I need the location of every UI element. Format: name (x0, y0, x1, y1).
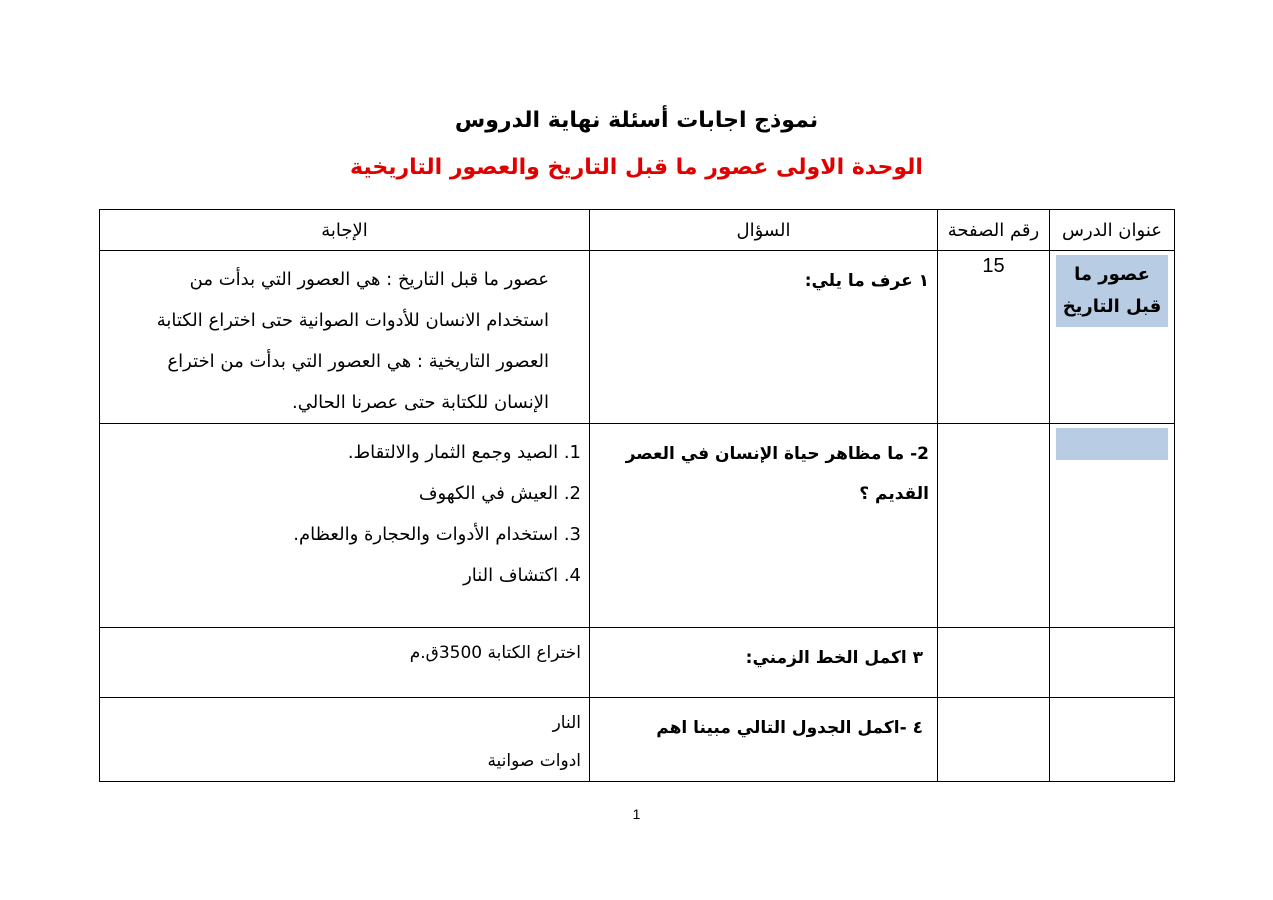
table-header-row (100, 210, 1175, 251)
header-answer: الإجابة (100, 210, 590, 251)
answer-list-item: 4. اكتشاف النار (463, 565, 581, 586)
page-number-cell (938, 628, 1050, 698)
header-page: رقم الصفحة (938, 210, 1050, 251)
unit-subtitle: الوحدة الاولى عصور ما قبل التاريخ والعصور التاريخية (350, 155, 923, 180)
lesson-title (1056, 428, 1168, 460)
answer-list-item: 1. الصيد وجمع الثمار والالتقاط. (347, 442, 581, 463)
answer-line: الإنسان للكتابة حتى عصرنا الحالي. (291, 392, 549, 413)
page-number-cell: 15 (938, 251, 1050, 424)
answers-table (99, 209, 1175, 782)
lesson-cell (1050, 628, 1175, 698)
answer-line: استخدام الانسان للأدوات الصوانية حتى اختراع الكتابة (156, 310, 549, 331)
answer-line: النار (552, 713, 581, 733)
table-row (100, 251, 1175, 424)
table-row (100, 424, 1175, 628)
answer-cell (100, 698, 590, 782)
answer-cell (100, 424, 590, 628)
lesson-cell (1050, 698, 1175, 782)
question-cell: 2- ما مظاهر حياة الإنسان في العصر القديم ؟ (590, 424, 938, 628)
header-lesson: عنوان الدرس (1050, 210, 1175, 251)
page-footer-number: 1 (632, 806, 641, 822)
question-cell: ٣ اكمل الخط الزمني: (590, 628, 938, 698)
table-row (100, 698, 1175, 782)
answer-list-item: 3. استخدام الأدوات والحجارة والعظام. (293, 524, 581, 545)
header-question: السؤال (590, 210, 938, 251)
answer-line: عصور ما قبل التاريخ : هي العصور التي بدأت من (189, 269, 549, 290)
page-number-cell (938, 424, 1050, 628)
page-title: نموذج اجابات أسئلة نهاية الدروس (454, 108, 819, 133)
answer-cell (100, 251, 590, 424)
question-cell: ١ عرف ما يلي: (590, 251, 938, 424)
page-number-cell (938, 698, 1050, 782)
answer-line: ادوات صوانية (487, 751, 581, 771)
question-cell: ٤ -اكمل الجدول التالي مبينا اهم (590, 698, 938, 782)
lesson-cell (1050, 424, 1175, 628)
answer-list-item: 2. العيش في الكهوف (418, 483, 581, 504)
answer-line: العصور التاريخية : هي العصور التي بدأت من اختراع (167, 351, 549, 372)
answer-cell: اختراع الكتابة 3500ق.م (100, 628, 590, 698)
lesson-cell (1050, 251, 1175, 424)
table-row (100, 628, 1175, 698)
lesson-title: عصور ما قبل التاريخ (1056, 255, 1168, 327)
